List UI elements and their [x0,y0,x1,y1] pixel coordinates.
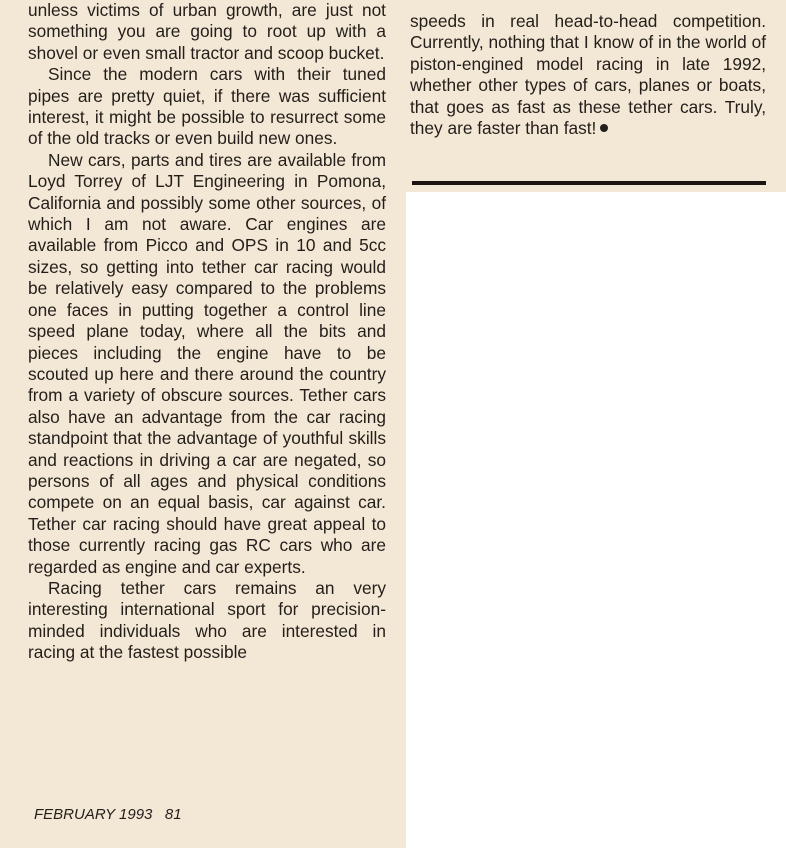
article-paragraph: unless victims of urban growth, are just not something you are going to root up with a shovel or even small tractor and scoop bucket. [28,0,386,63]
article-paragraph [410,11,766,139]
folio-date: FEBRUARY 1993 [34,806,153,823]
end-mark-bullet-icon [600,124,608,132]
folio-page-number: 81 [164,806,182,823]
article-paragraph: New cars, parts and tires are available from Loyd Torrey of LJT Engineering in Pomona, California and possibly some other sources, of which I am not aware. Car engines are available from Picco and OPS in 10 and 5cc sizes, so getting into tether car racing would be relatively easy compared to the problems one faces in putting together a control line speed plane today, where all the bits and pieces including the engine have to be scouted up here and there around the country from a variety of obscure sources. Tether cars also have an advantage from the car racing standpoint that the advantage of youthful skills and reactions in driving a car are negated, so persons of all ages and physical conditions compete on an equal basis, car against car. Tether car racing should have great appeal to those currently racing gas RC cars who are regarded as engine and car experts. [28,149,386,577]
article-paragraph: Racing tether cars remains an very interesting international sport for precision-minded individuals who are interested in racing at the fastest possible [28,577,386,663]
article-paragraph: Since the modern cars with their tuned pipes are pretty quiet, if there was sufficient interest, it might be possible to resurrect some of the old tracks or even build new ones. [28,64,386,149]
article-left-column [28,0,386,664]
article-right-column [410,11,766,139]
page-folio [34,806,182,823]
end-rule-divider [412,181,766,185]
article-paragraph-text: speeds in real head-to-head competition. Currently, nothing that I know of in the world of piston-engined model racing in late 1992, whether other types of cars, planes or boats, that goes as fast as these tether cars. Truly, they are faster than fast! [410,11,766,139]
